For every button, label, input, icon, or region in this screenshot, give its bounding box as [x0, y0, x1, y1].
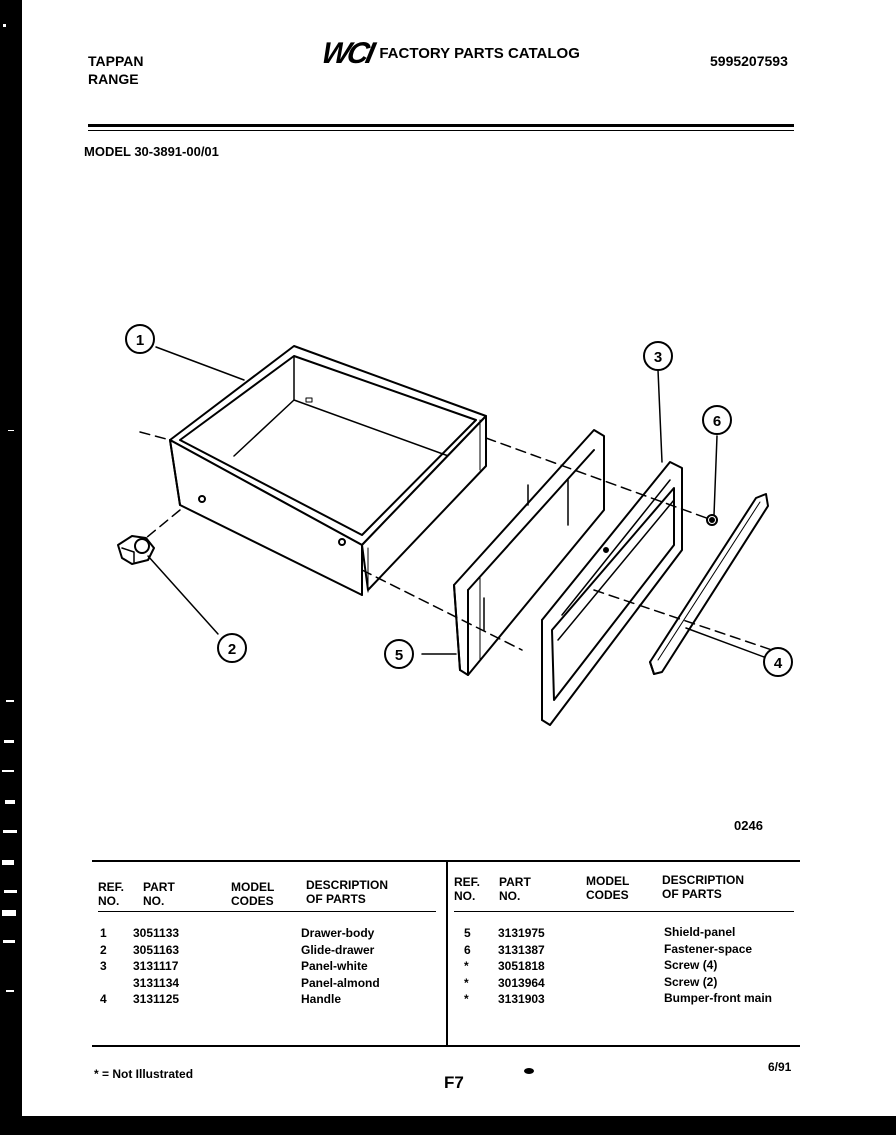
- table-row-desc: Bumper-front main: [664, 991, 772, 1005]
- catalog-sheet: [22, 0, 896, 1116]
- catalog-number: 5995207593: [710, 53, 788, 69]
- table-row-part: 3131117: [133, 959, 179, 973]
- header-underline-left: [98, 911, 436, 912]
- table-row-ref: 5: [464, 926, 471, 940]
- table-row-part: 3131134: [133, 975, 180, 990]
- table-row-desc: Screw (2): [664, 974, 718, 989]
- right-ref-column: [464, 925, 471, 1008]
- right-desc-column: [664, 924, 772, 1007]
- callout-1: 1: [135, 332, 145, 349]
- table-row-part: 3131975: [498, 926, 545, 940]
- callout-2: 2: [227, 641, 237, 658]
- diagram-code: 0246: [734, 818, 763, 833]
- table-row-ref: *: [464, 975, 469, 990]
- exploded-parts-diagram: [22, 0, 896, 800]
- wci-logo: WCI: [318, 37, 375, 70]
- table-row-desc: Glide-drawer: [301, 942, 375, 957]
- registration-mark-icon: [522, 1066, 536, 1076]
- table-row-ref: 3: [100, 959, 107, 973]
- table-row-ref: 1: [100, 926, 107, 940]
- table-row-part: 3051163: [133, 942, 180, 957]
- scan-edge: [0, 0, 22, 1130]
- table-row-part: 3051818: [498, 959, 545, 973]
- table-bottom-rule: [92, 1045, 800, 1047]
- catalog-title: FACTORY PARTS CATALOG: [379, 45, 580, 62]
- header-part-no-left: PART NO.: [143, 880, 175, 908]
- table-row-desc: Panel-white: [301, 959, 368, 973]
- table-row-desc: Panel-almond: [301, 975, 380, 990]
- table-row-ref: [100, 975, 107, 992]
- callout-6: 6: [712, 413, 722, 430]
- header-description-left: DESCRIPTION OF PARTS: [306, 878, 389, 906]
- left-ref-column: [100, 925, 107, 1008]
- revision-date: 6/91: [768, 1060, 792, 1074]
- table-row-ref: *: [464, 992, 469, 1006]
- table-row-desc: Shield-panel: [664, 925, 736, 939]
- right-part-column: [498, 925, 545, 1008]
- header-ref-no-right: REF. NO.: [454, 875, 481, 903]
- header-ref-no-left: REF. NO.: [98, 880, 125, 908]
- table-row-desc: Fastener-space: [664, 941, 753, 956]
- table-row-part: 3131387: [498, 942, 545, 957]
- left-desc-column: [301, 925, 380, 1008]
- callout-5: 5: [394, 647, 404, 664]
- table-row-ref: 4: [100, 992, 107, 1006]
- header-underline-right: [454, 911, 794, 912]
- header-part-no-right: PART NO.: [499, 875, 531, 903]
- header-description-right: DESCRIPTION OF PARTS: [662, 873, 745, 901]
- header-model-codes-left: MODEL CODES: [231, 880, 275, 908]
- header-model-codes-right: MODEL CODES: [586, 874, 630, 902]
- callout-3: 3: [653, 349, 663, 366]
- not-illustrated-note: * = Not Illustrated: [94, 1067, 194, 1081]
- table-row-desc: Screw (4): [664, 958, 718, 972]
- table-row-ref: *: [464, 959, 469, 973]
- drawer-body-drawing: [170, 346, 486, 595]
- page-number: F7: [444, 1073, 464, 1092]
- glide-drawer-drawing: [118, 536, 154, 564]
- product-type: RANGE: [88, 71, 139, 87]
- table-row-ref: 6: [464, 942, 471, 957]
- table-row-desc: Drawer-body: [301, 926, 375, 940]
- table-row-ref: 2: [100, 942, 107, 957]
- table-row-part: 3051133: [133, 926, 180, 940]
- callout-4: 4: [773, 655, 783, 672]
- table-row-part: 3131125: [133, 992, 180, 1006]
- table-row-part: 3013964: [498, 975, 545, 990]
- left-part-column: [133, 925, 179, 1008]
- brand-name: TAPPAN: [88, 53, 144, 69]
- table-divider: [446, 862, 448, 1045]
- table-row-desc: Handle: [301, 992, 342, 1006]
- table-row-part: 3131903: [498, 992, 545, 1006]
- model-number: MODEL 30-3891-00/01: [84, 144, 219, 159]
